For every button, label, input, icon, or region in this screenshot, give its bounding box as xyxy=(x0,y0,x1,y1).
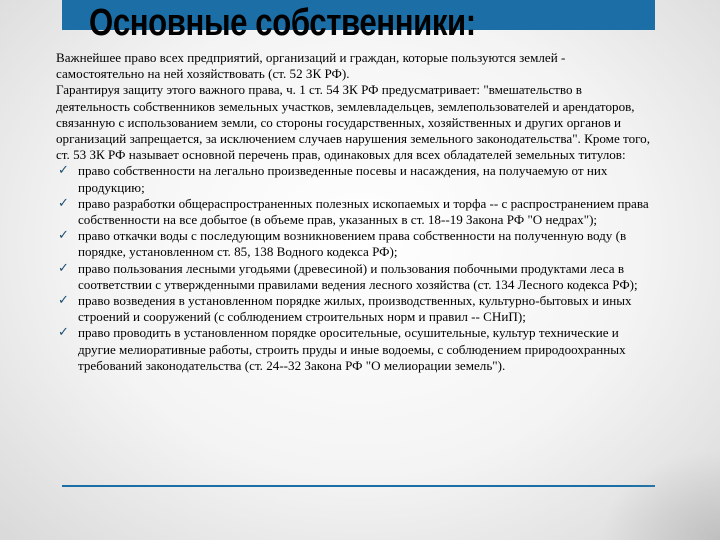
checkmark-icon: ✓ xyxy=(58,325,69,341)
list-item-text: право пользования лесными угодьями (древесиной) и пользования побочными продуктами леса в соответствии с утвержденными правилами ведения лесного хозяйства (ст. 134 Лесного кодекса РФ); xyxy=(78,260,638,292)
list-item xyxy=(56,228,652,260)
checkmark-icon: ✓ xyxy=(58,260,69,276)
list-item xyxy=(56,261,652,293)
list-item-text: право собственности на легально произведенные посевы и насаждения, на получаемую от них продукцию; xyxy=(78,163,608,195)
list-item xyxy=(56,163,652,195)
list-item-text: право возведения в установленном порядке жилых, производственных, культурно-бытовых и иных строений и сооружений (с соблюдением строительных норм и правил -- СНиП); xyxy=(78,293,632,325)
list-item-text: право проводить в установленном порядке оросительные, осушительные, культур технические и другие мелиоративные работы, строить пруды и иные водоемы, с соблюдением природоохранных требований законодательства (ст. 24--32 Закона РФ "О мелиорации земель"). xyxy=(78,325,626,373)
checkmark-icon: ✓ xyxy=(58,163,69,179)
paragraph-intro: Важнейшее право всех предприятий, организаций и граждан, которые пользуются землей - самостоятельно на ней хозяйствовать (ст. 52 ЗК РФ). xyxy=(56,50,566,82)
paragraph-guarantee: Гарантируя защиту этого важного права, ч. 1 ст. 54 ЗК РФ предусматривает: "вмешательство в деятельность собственников земельных участков, землевладельцев, землепользователей и арендаторов, связанную с использованием земли, со стороны государственных, хозяйственных и других органов и организаций запрещается, за исключением случаев нарушения земельного законодательства". Кроме того, ст. 53 ЗК РФ называет основной перечень прав, одинаковых для всех обладателей земельных титулов: xyxy=(56,82,650,163)
slide-content xyxy=(56,50,652,374)
checkmark-icon: ✓ xyxy=(58,195,69,211)
list-item xyxy=(56,196,652,228)
corner-decoration xyxy=(600,450,720,540)
rights-list xyxy=(56,163,652,374)
bottom-divider xyxy=(62,485,655,487)
list-item-text: право разработки общераспространенных полезных ископаемых и торфа -- с распространением права собственности на все добытое (в объеме прав, указанных в ст. 18--19 Закона РФ "О недрах"); xyxy=(78,195,649,228)
list-item xyxy=(56,325,652,374)
list-item-text: право откачки воды с последующим возникновением права собственности на полученную воду (в порядке, установленном ст. 85, 138 Водного кодекса РФ); xyxy=(78,228,627,260)
page-title: Основные собственники: xyxy=(89,2,476,44)
list-item xyxy=(56,293,652,325)
checkmark-icon: ✓ xyxy=(58,293,69,309)
checkmark-icon: ✓ xyxy=(58,228,69,244)
